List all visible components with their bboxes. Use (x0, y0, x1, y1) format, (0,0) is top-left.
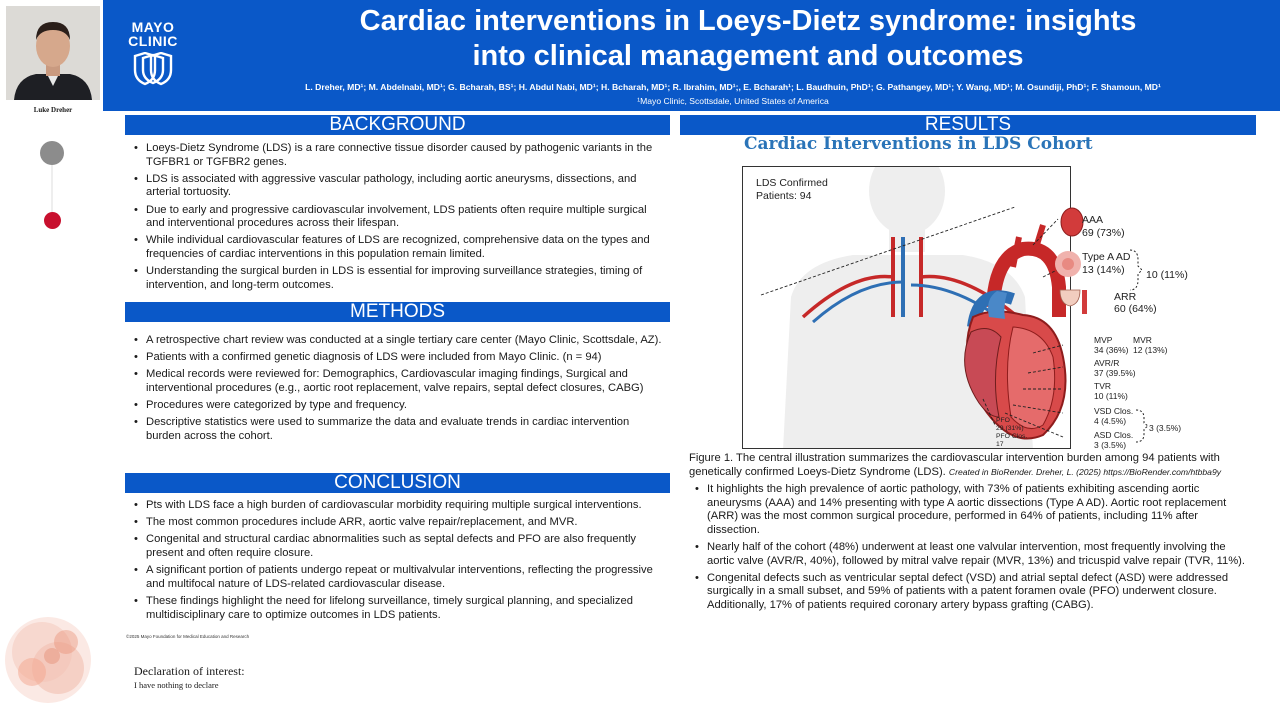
background-item: • LDS is associated with aggressive vascular pathology, including aortic aneurysms, dissections, and arterial tortuosity. (126, 173, 666, 200)
declaration-title: Declaration of interest: (134, 664, 245, 678)
caption-text: Figure 1. The central illustration summarizes the cardiovascular intervention burden among 94 patients with genetically confirmed Loeys-Dietz Syndrome (LDS). (689, 452, 1220, 478)
pfo-closure-label: PFO Clos. (996, 433, 1028, 440)
rail-connector (51, 165, 53, 212)
asd-label: ASD Clos. (1094, 430, 1134, 440)
tvr-value: 10 (11%) (1094, 391, 1128, 401)
typea-value: 13 (14%) (1082, 264, 1125, 276)
background-item: • Loeys-Dietz Syndrome (LDS) is a rare connective tissue disorder caused by pathogenic variants in the TGFBR1 or TGFBR2 genes. (126, 142, 666, 169)
typea-label: Type A AD (1082, 251, 1131, 263)
title-line-2: into clinical management and outcomes (472, 40, 1024, 72)
mvp-value: 34 (36%) (1094, 345, 1129, 355)
avr-value: 37 (39.5%) (1094, 368, 1136, 378)
background-list (126, 142, 666, 296)
arr-overlap-value: 10 (11%) (1146, 269, 1188, 281)
rail-dot-red (44, 212, 61, 229)
presenter-photo (6, 6, 100, 100)
background-item: • Due to early and progressive cardiovascular involvement, LDS patients often require multiple surgical and interventional procedures across their lifespan. (126, 204, 666, 231)
mvr-label: MVR (1133, 335, 1152, 345)
methods-item: • Procedures were categorized by type and frequency. (126, 399, 666, 413)
aaa-value: 69 (73%) (1082, 227, 1125, 239)
background-item: • While individual cardiovascular features of LDS are recognized, comprehensive data on the types and frequencies of cardiac interventions in this population remain limited. (126, 234, 666, 261)
pfo-closure-value: 17 (996, 441, 1004, 448)
results-item: • Nearly half of the cohort (48%) underwent at least one valvular intervention, most frequently involving the aortic valve (AVR/R, 40%), followed by mitral valve repair (MVR, 13%) and tricuspid valve repair (TVR, 11%). (687, 541, 1252, 568)
methods-item: • Descriptive statistics were used to summarize the data and evaluate trends in cardiac intervention burden across the cohort. (126, 416, 666, 443)
conclusion-item: • Pts with LDS face a high burden of cardiovascular morbidity requiring multiple surgical interventions. (126, 499, 666, 513)
conclusion-item: • A significant portion of patients undergo repeat or multivalvular interventions, reflecting the progressive and multifocal nature of LDS-related cardiovascular disease. (126, 564, 666, 591)
presenter-portrait-icon (6, 6, 100, 100)
pfo-value: 29 (31%) (996, 425, 1024, 432)
decorative-floral-ornament (2, 612, 102, 707)
author-list: L. Dreher, MD¹; M. Abdelnabi, MD¹; G. Bcharah, BS¹; H. Abdul Nabi, MD¹; H. Bcharah, MD¹; R. Ibrahim, MD¹;, E. Bcharah¹; L. Baudhuin, PhD¹; G. Pathangey, MD¹; Y. Wang, MD¹; M. Osundiji, PhD¹; F. Shamoun, MD¹ (305, 82, 1161, 92)
methods-item: • Medical records were reviewed for: Demographics, Cardiovascular imaging findings, Surgical and interventional procedures (e.g., aortic root replacement, valve repairs, septal defect closures, CABG) (126, 368, 666, 395)
figure-title: Cardiac Interventions in LDS Cohort (744, 134, 1093, 154)
poster-header (103, 0, 1280, 111)
logo-line-2: CLINIC (128, 33, 178, 49)
septal-overlap-value: 3 (3.5%) (1149, 423, 1182, 433)
results-list (687, 483, 1252, 616)
methods-heading: METHODS (125, 302, 670, 322)
conclusion-item: • The most common procedures include ARR, aortic valve repair/replacement, and MVR. (126, 516, 666, 530)
aaa-label: AAA (1082, 214, 1104, 226)
rail-dot-gray (40, 141, 64, 165)
methods-item: • A retrospective chart review was conducted at a single tertiary care center (Mayo Clinic, Scottsdale, AZ). (126, 334, 666, 348)
arr-label: ARR (1114, 291, 1137, 303)
mvr-value: 12 (13%) (1133, 345, 1168, 355)
mayo-clinic-logo (123, 20, 183, 86)
mvp-label: MVP (1094, 335, 1113, 345)
tvr-label: TVR (1094, 381, 1111, 391)
figure-credit: Created in BioRender. Dreher, L. (2025) https://BioRender.com/htbba9y (948, 466, 1222, 477)
vsd-label: VSD Clos. (1094, 406, 1134, 416)
declaration-text: I have nothing to declare (134, 680, 219, 690)
logo-line-1: MAYO (131, 19, 175, 35)
conclusion-heading: CONCLUSION (125, 473, 670, 493)
background-item: • Understanding the surgical burden in LDS is essential for improving surveillance strategies, timing of intervention, and long-term outcomes. (126, 265, 666, 292)
arr-value: 60 (64%) (1114, 303, 1157, 315)
title-line-1: Cardiac interventions in Loeys-Dietz syndrome: insights (359, 5, 1137, 37)
poster-title (223, 4, 1273, 74)
pfo-label: PFO (996, 417, 1010, 424)
vsd-value: 4 (4.5%) (1094, 416, 1127, 426)
conclusion-item: • These findings highlight the need for lifelong surveillance, timely surgical planning, and specialized multidisciplinary care to optimize outcomes in LDS patients. (126, 595, 666, 622)
avr-label: AVR/R (1094, 358, 1120, 368)
confirmed-label-1: LDS Confirmed (756, 177, 828, 189)
results-item: • It highlights the high prevalence of aortic pathology, with 73% of patients exhibiting ascending aortic aneurysms (AAA) and 14% presenting with type A aortic dissections (Type A AD). Aortic root replacement (ARR) was the most common surgical procedure, performed in 64% of patients, including 11% after dissection. (687, 483, 1252, 537)
heart-anatomy-illustration (743, 167, 1071, 449)
figure-caption (689, 452, 1249, 479)
conclusion-list (126, 499, 666, 626)
copyright-note: ©2025 Mayo Foundation for Medical Education and Research (126, 634, 250, 639)
asd-value: 3 (3.5%) (1094, 440, 1127, 450)
background-heading: BACKGROUND (125, 115, 670, 135)
results-item: • Congenital defects such as ventricular septal defect (VSD) and atrial septal defect (ASD) were addressed surgically in a small subset, and 59% of patients with a patent foramen ovale (PFO) underwent closure. Additionally, 17% of patients required coronary artery bypass grafting (CABG). (687, 572, 1252, 613)
presenter-name: Luke Dreher (33, 106, 73, 114)
methods-list (126, 334, 666, 447)
conclusion-item: • Congenital and structural cardiac abnormalities such as septal defects and PFO are also frequently present and often require closure. (126, 533, 666, 560)
septal-bracket (1134, 406, 1148, 446)
results-heading: RESULTS (680, 115, 1256, 135)
methods-item: • Patients with a confirmed genetic diagnosis of LDS were included from Mayo Clinic. (n = 94) (126, 351, 666, 365)
affiliation: ¹Mayo Clinic, Scottsdale, United States of America (637, 96, 829, 106)
mayo-shields-icon (131, 52, 175, 86)
confirmed-label-2: Patients: 94 (756, 190, 812, 202)
figure-illustration (742, 166, 1071, 449)
